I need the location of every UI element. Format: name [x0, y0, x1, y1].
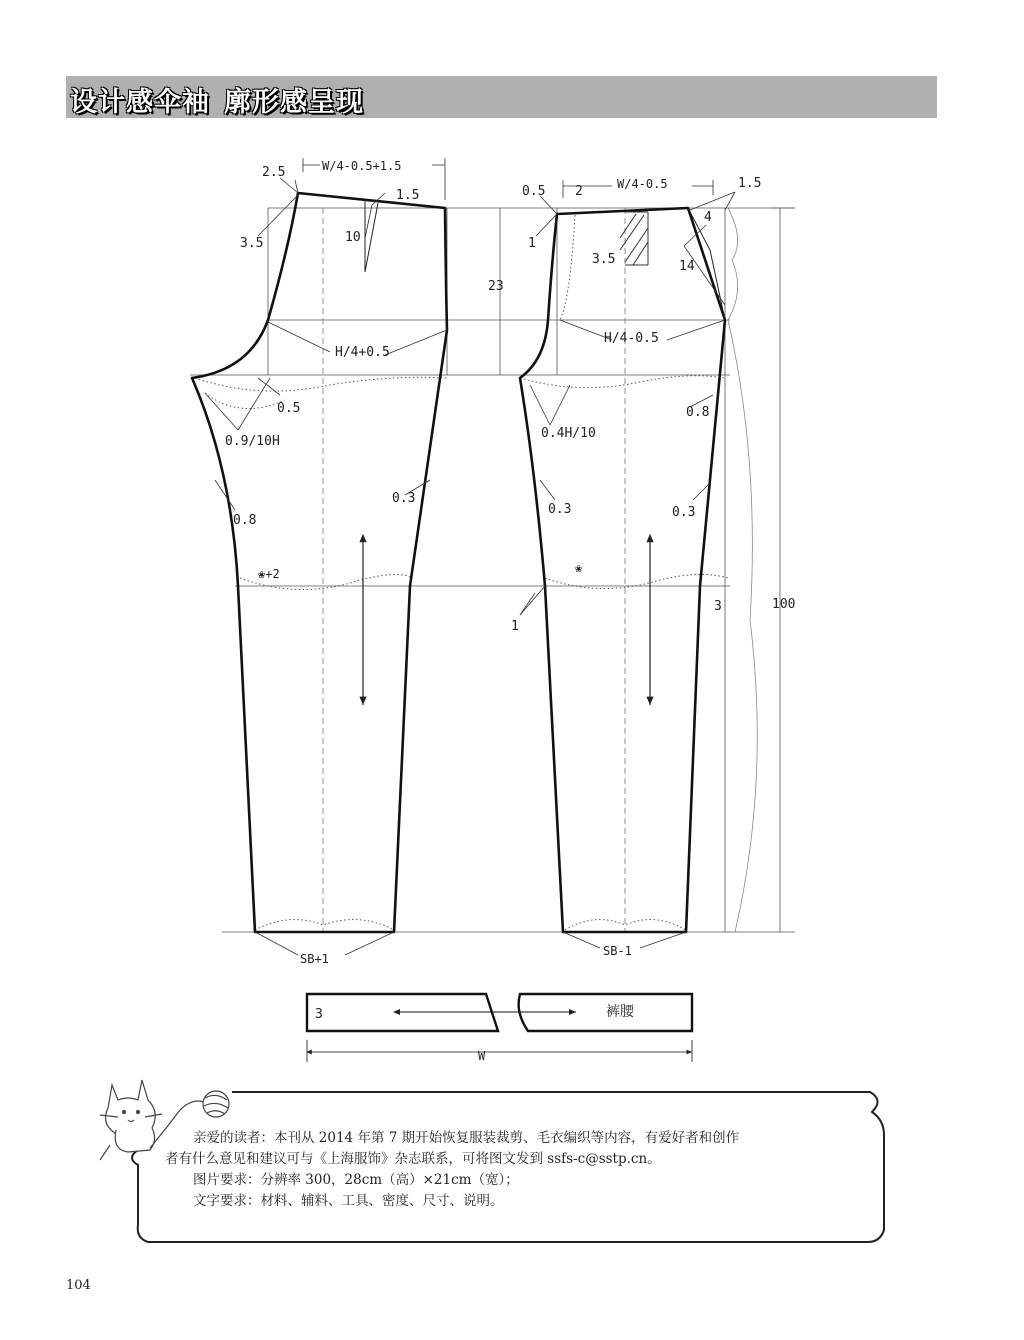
back-label-0-3-right: 0.3: [672, 505, 696, 520]
back-label-4: 4: [704, 210, 712, 225]
reader-note: [165, 1128, 885, 1212]
front-dart: [365, 200, 378, 272]
title-part2: 廓形感呈现: [224, 87, 364, 118]
dimension-lines: [205, 158, 735, 615]
back-dart-hatch: [620, 212, 648, 265]
front-label-3-5: 3.5: [240, 236, 264, 251]
note-line-2: 者有什么意见和建议可与《上海服饰》杂志联系，可将图文发到 ssfs-c@sstp.cn。: [165, 1151, 661, 1167]
waistband-width: W: [478, 1049, 486, 1063]
front-label-0-8: 0.8: [233, 513, 257, 528]
note-line-4: 文字要求：材料、辅料、工具、密度、尺寸、说明。: [193, 1193, 504, 1209]
note-line-3: 图片要求：分辨率 300，28cm（高）×21cm（宽）；: [193, 1172, 519, 1188]
front-knee-label: ❀+2: [258, 567, 280, 581]
back-label-3-5: 3.5: [592, 252, 616, 267]
back-label-3: 3: [714, 599, 722, 614]
construction-lines: [190, 208, 795, 932]
front-crotch-formula: 0.9/10H: [225, 434, 280, 449]
front-waist-formula: W/4-0.5+1.5: [322, 159, 402, 173]
front-label-1-5: 1.5: [396, 188, 420, 203]
front-label-2-5: 2.5: [262, 165, 286, 180]
back-waist-formula: W/4-0.5: [617, 177, 668, 191]
back-label-14: 14: [679, 259, 695, 274]
rise-dimension: 23: [488, 279, 504, 294]
page-number: 104: [66, 1278, 91, 1293]
title-part1: 设计感伞袖: [70, 87, 210, 118]
waistband-label: 裤腰: [606, 1004, 634, 1020]
back-label-0-5: 0.5: [522, 184, 546, 199]
front-label-10: 10: [345, 230, 361, 245]
waistband: [307, 994, 692, 1062]
front-pants-outline: [192, 193, 447, 932]
back-label-0-8: 0.8: [686, 405, 710, 420]
back-hem-label: SB-1: [603, 944, 632, 958]
front-hem-label: SB+1: [300, 952, 329, 966]
length-dimension: 100: [772, 597, 796, 612]
back-hip-formula: H/4-0.5: [604, 331, 659, 346]
back-pants-outline: [520, 208, 725, 932]
back-label-2: 2: [575, 184, 583, 199]
side-seam-reference: [728, 208, 757, 932]
back-label-1-5: 1.5: [738, 176, 762, 191]
back-label-0-3-left: 0.3: [548, 502, 572, 517]
waistband-left-value: 3: [315, 1007, 323, 1022]
back-crotch-formula: 0.4H/10: [541, 426, 596, 441]
back-label-1: 1: [528, 236, 536, 251]
front-label-0-3: 0.3: [392, 491, 416, 506]
note-line-1: 亲爱的读者：本刊从 2014 年第 7 期开始恢复服装裁剪、毛衣编织等内容，有爱好者和创作: [193, 1130, 740, 1146]
back-label-1-knee: 1: [511, 619, 519, 634]
yarn-ball-icon: [203, 1091, 229, 1117]
front-hip-formula: H/4+0.5: [335, 345, 390, 360]
front-label-0-5: 0.5: [277, 401, 301, 416]
back-knee-label: ❀: [575, 561, 583, 575]
